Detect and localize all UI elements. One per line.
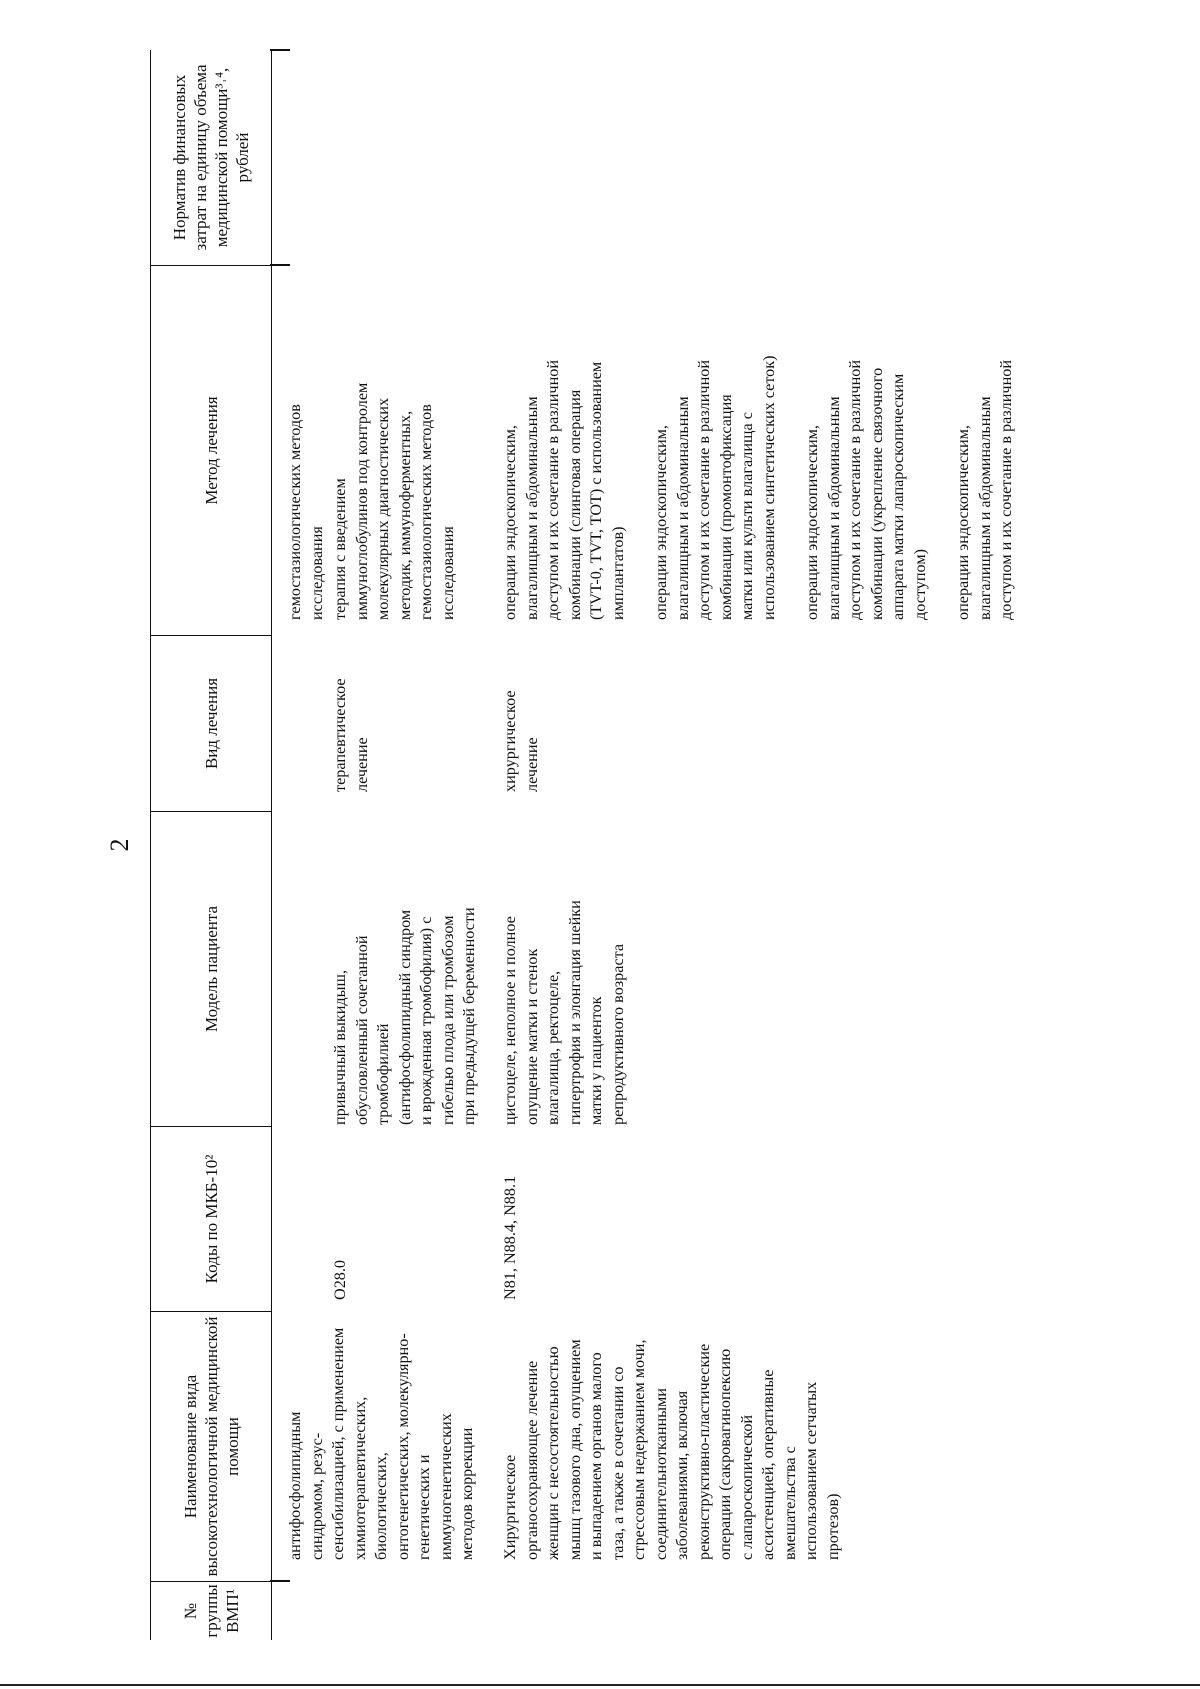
header-patient-model: Модель пациента: [151, 812, 271, 1127]
header-cost-norm: Норматив финансовых затрат на единицу объема медицинской помощи³˒⁴, рублей: [151, 50, 271, 266]
page-bottom-rule: [0, 1684, 1200, 1686]
header-icd-codes: Коды по МКБ-10²: [151, 1127, 271, 1312]
row2-patient-model: цистоцеле, неполное и полное опущение матки и стенок влагалища, ректоцеле, гипертрофия и элонгация шейки матки у пациенток репродуктивного возраста: [501, 900, 627, 1125]
row1-patient-model: привычный выкидыш, обусловленный сочетанной тромбофилией (антифосфолипидный синдром и врожденная тромбофилия) с гибелью плода или тромбозом при предыдущей беременности: [331, 907, 478, 1125]
row1-treatment-kind: терапевтическое лечение: [331, 678, 371, 792]
header-treatment-kind: Вид лечения: [151, 636, 271, 812]
row2-methods: операции эндоскопическим, влагалищным и абдоминальным доступом и их сочетание в различной комбинации (слинговая операция (TVT-0, TVT, TOT) с использованием имплантатов) операции эндоскопическим, влагалищным и абдоминальным доступом и их сочетание в различной комбинации (промонтофиксация матки или культи влагалища с использованием синтетических сеток) операции эндоскопическим, влагалищным и абдоминальным доступом и их сочетание в различной комбинации (укрепление связочного аппарата матки лапароскопическим доступом) операции эндоскопическим, влагалищным и абдоминальным доступом и их сочетание в различной: [501, 355, 1015, 620]
row0-vmp-name: антифосфолипидным синдромом, резус- сенсибилизацией, с применением химиотерапевтических, биологических, онтогенетических, молекулярно- генетических и иммуногенетических методов коррекции: [286, 1327, 476, 1560]
header-treatment-method: Метод лечения: [151, 266, 271, 636]
header-vmp-name: Наименование вида высокотехнологичной медицинской помощи: [151, 1312, 271, 1582]
column-divider: [270, 50, 290, 52]
table-header: [150, 50, 272, 1640]
row2-icd-codes: N81, N88.4, N88.1: [501, 1175, 519, 1300]
row1-method: терапия с введением иммуноглобулинов под контролем молекулярных диагностических методик, иммуноферментных, гемостазиологических методов исследования: [331, 382, 457, 620]
row2-treatment-kind: хирургическое лечение: [501, 690, 541, 792]
row1-icd-code: O28.0: [331, 1259, 349, 1300]
page-number: 2: [105, 838, 134, 852]
row2-vmp-name: Хирургическое органосохраняющее лечение женщин с несостоятельностью мышц тазового дна, опущением и выпадением органов малого таза, а также в сочетании со стрессовым недержанием мочи, соединительнотканными заболеваниями, включая реконструктивно-пластические операции (сакровагинопексию с лапароскопической ассистенцией, оперативные вмешательства с использованием сетчатых протезов): [501, 1339, 842, 1560]
row0-method: гемостазиологических методов исследования: [286, 404, 326, 620]
column-divider: [270, 1581, 290, 1583]
header-group-number: № группы ВМП¹: [180, 1584, 242, 1638]
rotated-table: [150, 50, 1150, 1640]
